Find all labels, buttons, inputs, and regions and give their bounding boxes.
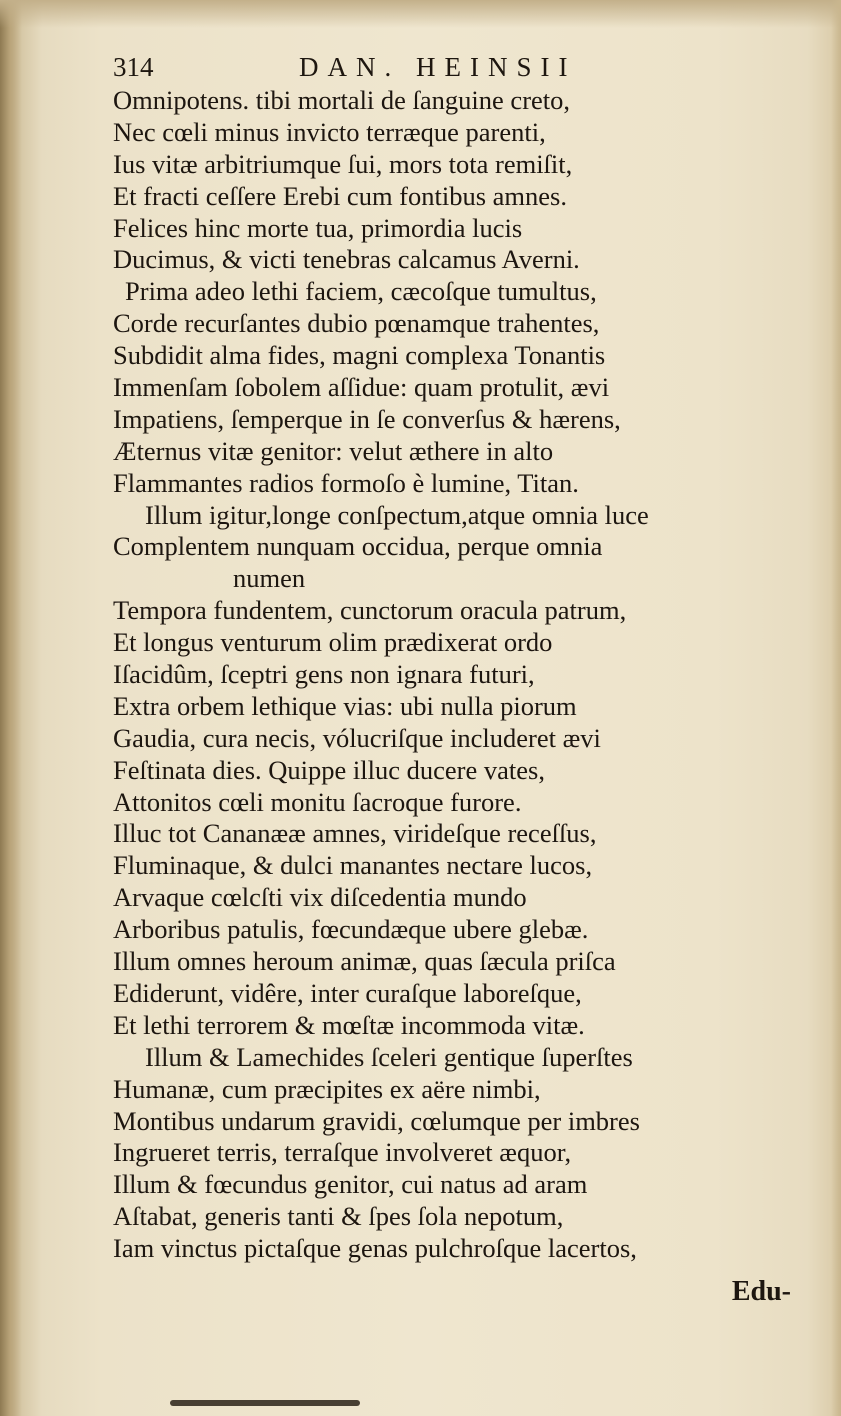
page-top-shadow <box>0 0 841 28</box>
running-title: DAN. HEINSII <box>299 52 577 82</box>
verse-line: Humanæ, cum præcipites ex aëre nimbi, <box>113 1073 541 1104</box>
verse-line: Illum & Lamechides ſceleri gentique ſuperſtes <box>145 1041 633 1072</box>
verse-line: Ediderunt, vidêre, inter curaſque laboreſque, <box>113 977 582 1008</box>
verse-line: Felices hinc morte tua, primordia lucis <box>113 212 523 243</box>
page-right-edge <box>831 0 841 1416</box>
verse-line: Prima adeo lethi faciem, cæcoſque tumultus, <box>125 276 597 307</box>
verse-line: Complentem nunquam occidua, perque omnia <box>113 531 603 562</box>
verse-line: Illuc tot Cananææ amnes, virideſque receſſus, <box>113 818 597 849</box>
verse-line: Feſtinata dies. Quippe illuc ducere vates, <box>113 754 545 785</box>
verse-line: Ius vitæ arbitriumque ſui, mors tota remiſit, <box>113 148 573 179</box>
verse-line: Montibus undarum gravidi, cœlumque per imbres <box>113 1105 640 1136</box>
verse-line: Ingrueret terris, terraſque involveret æquor, <box>113 1137 572 1168</box>
verse-line: Iam vinctus pictaſque genas pulchroſque lacertos, <box>113 1233 637 1264</box>
verse-line: Gaudia, cura necis, vólucriſque includeret ævi <box>113 722 601 753</box>
verse-line: Nec cœli minus invicto terræque parenti, <box>113 116 546 147</box>
bottom-ink-rule <box>170 1400 360 1406</box>
verse-line: Attonitos cœli monitu ſacroque furore. <box>113 786 522 817</box>
verse-line: Ducimus, & victi tenebras calcamus Averni. <box>113 244 580 275</box>
verse-line: Aſtabat, generis tanti & ſpes ſola nepotum, <box>113 1201 564 1232</box>
catchword: Edu- <box>731 1276 791 1307</box>
verse-line: Et fracti ceſſere Erebi cum fontibus amnes. <box>113 180 567 211</box>
verse-line: Iſacidûm, ſceptri gens non ignara futuri, <box>113 659 535 690</box>
page-gutter-shadow <box>0 0 22 1416</box>
verse-line: Fluminaque, & dulci manantes nectare lucos, <box>113 850 593 881</box>
verse-line: Illum & fœcundus genitor, cui natus ad aram <box>113 1169 588 1200</box>
verse-line-turnover: numen <box>233 563 306 594</box>
verse-line: Arvaque cœlcſti vix diſcedentia mundo <box>113 882 527 913</box>
verse-line: Immenſam ſobolem aſſidue: quam protulit, ævi <box>113 372 610 403</box>
page-number: 314 <box>113 52 154 82</box>
verse-line: Illum igitur,longe conſpectum,atque omnia luce <box>145 499 649 530</box>
verse-line: Corde recurſantes dubio pœnamque trahentes, <box>113 308 600 339</box>
verse-text <box>113 85 803 1265</box>
verse-line: Et longus venturum olim prædixerat ordo <box>113 627 553 658</box>
verse-line: Impatiens, ſemperque in ſe converſus & hærens, <box>113 403 621 434</box>
verse-line: Extra orbem lethique vias: ubi nulla piorum <box>113 690 577 721</box>
verse-line: Tempora fundentem, cunctorum oracula patrum, <box>113 595 627 626</box>
verse-line: Subdidit alma fides, magni complexa Tonantis <box>113 340 606 371</box>
verse-line: Et lethi terrorem & mœſtæ incommoda vitæ. <box>113 1009 585 1040</box>
verse-line: Omnipotens. tibi mortali de ſanguine creto, <box>113 85 571 115</box>
verse-line: Æternus vitæ genitor: velut æthere in alto <box>113 435 554 466</box>
verse-line: Illum omnes heroum animæ, quas ſæcula priſca <box>113 946 616 977</box>
verse-line: Arboribus patulis, fœcundæque ubere glebæ. <box>113 914 589 945</box>
verse-line: Flammantes radios formoſo è lumine, Titan. <box>113 467 579 498</box>
